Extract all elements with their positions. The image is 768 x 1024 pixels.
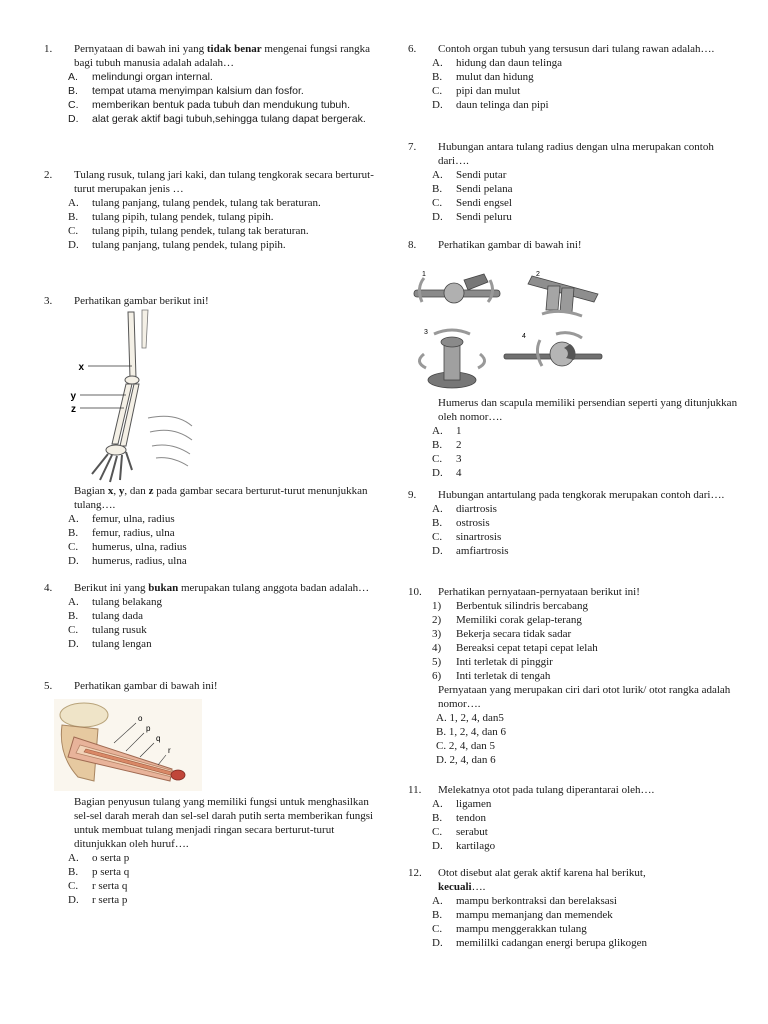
option-d[interactable]: D. Sendi peluru xyxy=(432,211,512,223)
arm-bones-illustration xyxy=(56,308,196,484)
question-stem: 6. Contoh organ tubuh yang tersusun dari tulang rawan adalah…. xyxy=(408,43,715,55)
question-stem: 1. Pernyataan di bawah ini yang tidak benar mengenai fungsi rangka bagi tubuh manusia adalah adalah… xyxy=(44,43,371,69)
question-9 xyxy=(408,488,738,558)
question-number: 10. xyxy=(408,586,422,598)
options xyxy=(432,168,738,224)
option-a[interactable]: A. Sendi putar xyxy=(432,169,507,181)
option-b[interactable]: B. 2 xyxy=(432,439,462,451)
question-number: 2. xyxy=(44,169,53,181)
question-stem: 4. Berikut ini yang bukan merupakan tulang anggota badan adalah… xyxy=(44,582,370,594)
option-d[interactable]: D. kartilago xyxy=(432,840,496,852)
options xyxy=(432,56,738,112)
question-stem: 8. Perhatikan gambar di bawah ini! xyxy=(408,239,582,251)
label-1: 1 xyxy=(422,271,426,278)
option-a[interactable]: A. femur, ulna, radius xyxy=(68,513,175,525)
question-number: 8. xyxy=(408,239,417,251)
joint-2-saddle xyxy=(528,276,598,316)
joint-models-illustration xyxy=(410,268,606,396)
label-2: 2 xyxy=(536,271,540,278)
label-3: 3 xyxy=(424,329,428,336)
question-number: 5. xyxy=(44,680,53,692)
statement-5: 5) Inti terletak di pinggir xyxy=(432,656,553,668)
option-b[interactable]: B. p serta q xyxy=(68,866,130,878)
option-d[interactable]: D. tulang lengan xyxy=(68,638,152,650)
option-c[interactable]: C. mampu menggerakkan tulang xyxy=(432,923,587,935)
label-z: z xyxy=(71,404,76,415)
option-c[interactable]: C. humerus, ulna, radius xyxy=(68,541,187,553)
question-follow-up: Bagian penyusun tulang yang memiliki fungsi untuk menghasilkan sel-sel darah merah dan sel-sel darah putih serta memberikan fungsi untuk membuat tulang menjadi ringan secara berturut-turut ditunjukkan oleh huruf…. xyxy=(74,796,374,850)
joint-types-figure xyxy=(408,268,738,396)
option-b[interactable]: B. tulang pipih, tulang pendek, tulang pipih. xyxy=(68,211,274,223)
option-a[interactable]: A. 1 xyxy=(432,425,462,437)
label-y: y xyxy=(70,391,76,402)
option-c[interactable]: C. pipi dan mulut xyxy=(432,85,521,97)
option-c[interactable]: C. tulang rusuk xyxy=(68,624,147,636)
options xyxy=(68,70,374,126)
option-a[interactable]: A. diartrosis xyxy=(432,503,497,515)
option-b[interactable]: B. ostrosis xyxy=(432,517,490,529)
option-b[interactable]: B. tempat utama menyimpan kalsium dan fosfor. xyxy=(68,85,304,97)
statement-2: 2) Memiliki corak gelap-terang xyxy=(432,614,582,626)
statement-6: 6) Inti terletak di tengah xyxy=(432,670,551,682)
joint-3-pivot xyxy=(419,330,484,388)
statement-3: 3) Bekerja secara tidak sadar xyxy=(432,628,572,640)
label-o: o xyxy=(138,714,143,723)
question-stem: 10. Perhatikan pernyataan-pernyataan berikut ini! xyxy=(408,586,640,598)
label-4: 4 xyxy=(522,333,526,340)
options xyxy=(432,502,738,558)
statement-4: 4) Bereaksi cepat tetapi cepat lelah xyxy=(432,642,598,654)
question-follow-up: Bagian x, y, dan z pada gambar secara berturut-turut menunjukkan tulang…. xyxy=(74,485,368,511)
option-c[interactable]: C. tulang pipih, tulang pendek, tulang tak beraturan. xyxy=(68,225,309,237)
options xyxy=(68,851,374,907)
label-r: r xyxy=(168,746,171,755)
option-d[interactable]: D. amfiartrosis xyxy=(432,545,509,557)
bone-structure-figure xyxy=(44,699,374,795)
options xyxy=(68,512,374,568)
question-12 xyxy=(408,866,738,950)
question-8 xyxy=(408,238,738,480)
option-d[interactable]: D. alat gerak aktif bagi tubuh,sehingga tulang dapat bergerak. xyxy=(68,113,366,125)
option-a[interactable]: A. mampu berkontraksi dan berelaksasi xyxy=(432,895,617,907)
question-7 xyxy=(408,140,738,224)
option-a[interactable]: A. o serta p xyxy=(68,852,130,864)
question-2 xyxy=(44,168,374,252)
option-b[interactable]: B. mulut dan hidung xyxy=(432,71,534,83)
statement-list xyxy=(432,599,738,683)
label-q: q xyxy=(156,734,161,743)
statement-1: 1) Berbentuk silindris bercabang xyxy=(432,600,588,612)
option-b[interactable]: B. 1, 2, 4, dan 6 xyxy=(436,726,506,738)
joint-4-ball-socket xyxy=(504,333,602,366)
question-number: 1. xyxy=(44,43,53,55)
option-a[interactable]: A. hidung dan daun telinga xyxy=(432,57,563,69)
question-number: 4. xyxy=(44,582,53,594)
option-b[interactable]: B. mampu memanjang dan memendek xyxy=(432,909,613,921)
option-d[interactable]: D. tulang panjang, tulang pendek, tulang pipih. xyxy=(68,239,286,251)
question-number: 11. xyxy=(408,784,422,796)
question-number: 9. xyxy=(408,489,417,501)
options xyxy=(68,196,374,252)
option-d[interactable]: D. daun telinga dan pipi xyxy=(432,99,549,111)
option-b[interactable]: B. Sendi pelana xyxy=(432,183,513,195)
question-stem: 5. Perhatikan gambar di bawah ini! xyxy=(44,680,218,692)
label-p: p xyxy=(146,724,151,733)
question-4 xyxy=(44,581,374,651)
question-follow-up: Pernyataan yang merupakan ciri dari otot lurik/ otot rangka adalah nomor…. xyxy=(438,684,731,710)
bone-cross-section-illustration xyxy=(54,699,202,791)
options xyxy=(408,711,738,767)
question-6 xyxy=(408,42,738,112)
question-1 xyxy=(44,42,374,126)
option-b[interactable]: B. tendon xyxy=(432,812,486,824)
option-c[interactable]: C. sinartrosis xyxy=(432,531,502,543)
arm-skeleton-figure xyxy=(44,308,374,484)
question-number: 3. xyxy=(44,295,53,307)
options xyxy=(432,797,738,853)
option-c[interactable]: C. 2, 4, dan 5 xyxy=(436,740,495,752)
option-a[interactable]: A. tulang belakang xyxy=(68,596,162,608)
option-a[interactable]: A. melindungi organ internal. xyxy=(68,71,213,83)
question-stem: 3. Perhatikan gambar berikut ini! xyxy=(44,295,209,307)
options xyxy=(68,595,374,651)
option-b[interactable]: B. femur, radius, ulna xyxy=(68,527,175,539)
question-stem: 11. Melekatnya otot pada tulang diperantarai oleh…. xyxy=(408,784,655,796)
options xyxy=(432,894,738,950)
question-number: 7. xyxy=(408,141,417,153)
option-d[interactable]: D. humerus, radius, ulna xyxy=(68,555,187,567)
question-number: 12. xyxy=(408,867,422,879)
option-d[interactable]: D. 4 xyxy=(432,467,462,479)
option-a[interactable]: A. ligamen xyxy=(432,798,492,810)
question-stem: 2. Tulang rusuk, tulang jari kaki, dan tulang tengkorak secara berturut-turut merupakan jenis … xyxy=(44,169,374,195)
option-c[interactable]: C. Sendi engsel xyxy=(432,197,512,209)
option-c[interactable]: C. 3 xyxy=(432,453,462,465)
question-stem: 7. Hubungan antara tulang radius dengan ulna merupakan contoh dari…. xyxy=(408,141,714,167)
question-stem: 9. Hubungan antartulang pada tengkorak merupakan contoh dari…. xyxy=(408,489,725,501)
option-c[interactable]: C. memberikan bentuk pada tubuh dan mendukung tubuh. xyxy=(68,99,351,111)
option-c[interactable]: C. r serta q xyxy=(68,880,128,892)
question-10 xyxy=(408,585,738,767)
option-a[interactable]: A. tulang panjang, tulang pendek, tulang tak beraturan. xyxy=(68,197,321,209)
option-a[interactable]: A. 1, 2, 4, dan5 xyxy=(436,712,504,724)
question-5 xyxy=(44,679,374,907)
question-3 xyxy=(44,294,374,568)
question-11 xyxy=(408,783,738,853)
label-x: x xyxy=(78,362,84,373)
question-number: 6. xyxy=(408,43,417,55)
option-d[interactable]: D. r serta p xyxy=(68,894,128,906)
options xyxy=(432,424,738,480)
joint-1-hinge xyxy=(414,274,500,303)
option-d[interactable]: D. 2, 4, dan 6 xyxy=(436,754,496,766)
question-stem: 12. Otot disebut alat gerak aktif karena hal berikut, kecuali…. xyxy=(408,867,646,893)
option-b[interactable]: B. tulang dada xyxy=(68,610,144,622)
option-d[interactable]: D. memililki cadangan energi berupa glikogen xyxy=(432,937,648,949)
option-c[interactable]: C. serabut xyxy=(432,826,488,838)
question-follow-up: Humerus dan scapula memiliki persendian seperti yang ditunjukkan oleh nomor…. xyxy=(438,397,738,423)
